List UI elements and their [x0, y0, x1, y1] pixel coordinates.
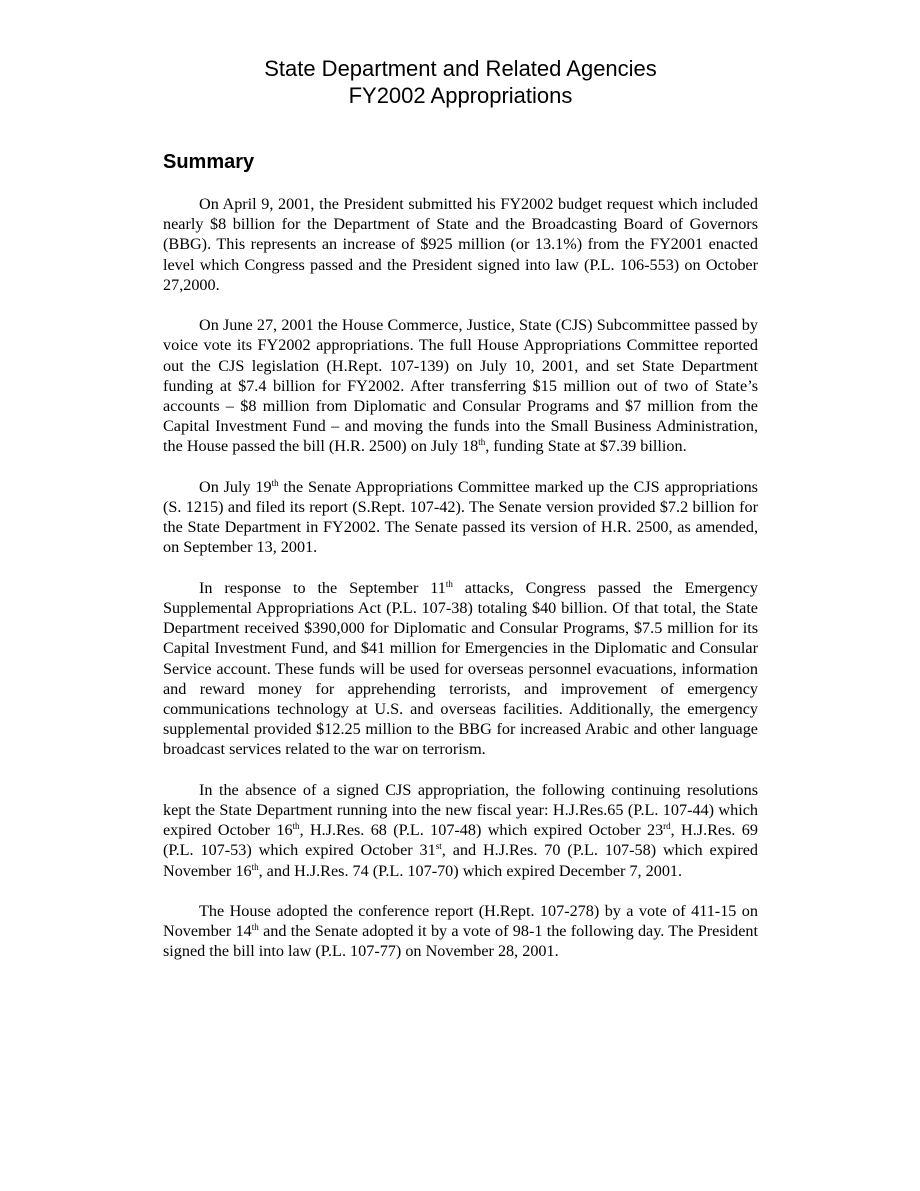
paragraph — [163, 194, 758, 295]
document-body — [163, 194, 758, 982]
paragraph-text: and the Senate adopted it by a vote of 98-1 the following day. The President signed the bill into law (P.L. 107-77) on November 28, 2001. — [163, 922, 758, 961]
paragraph-text: On April 9, 2001, the President submitted his FY2002 budget request which included nearly $8 billion for the Department of State and the Broadcasting Board of Governors (BBG). This represents an increase of $925 million (or 13.1%) from the FY2001 enacted level which Congress passed and the President signed into law (P.L. 106-553) on October 27,2000. — [163, 195, 758, 294]
paragraph-text: , funding State at $7.39 billion. — [485, 437, 687, 456]
paragraph — [163, 780, 758, 881]
ordinal-suffix: th — [292, 821, 300, 832]
paragraph-text: the Senate Appropriations Committee marked up the CJS appropriations (S. 1215) and filed its report (S.Rept. 107-42). The Senate version provided $7.2 billion for the State Department in FY2002. The Senate passed its version of H.R. 2500, as amended, on September 13, 2001. — [163, 477, 758, 557]
paragraph-text: , H.J.Res. 68 (P.L. 107-48) which expired October 23 — [299, 821, 664, 840]
paragraph-text: In the absence of a signed CJS appropriation, the following continuing resolutions kept the State Department running into the new fiscal year: H.J.Res.65 (P.L. 107-44) which expired October 16 — [163, 780, 758, 840]
section-heading: Summary — [163, 151, 255, 173]
paragraph-text: , H.J.Res. 69 (P.L. 107-53) which expired October 31 — [163, 821, 758, 860]
paragraph — [163, 477, 758, 558]
title-line-1: State Department and Related Agencies — [264, 56, 657, 81]
paragraph-text: , and H.J.Res. 74 (P.L. 107-70) which expired December 7, 2001. — [258, 861, 683, 880]
paragraph — [163, 578, 758, 760]
document-title — [163, 55, 758, 109]
ordinal-suffix: th — [478, 437, 486, 448]
paragraph-text: On June 27, 2001 the House Commerce, Justice, State (CJS) Subcommittee passed by voice vote its FY2002 appropriations. The full House Appropriations Committee reported out the CJS legislation (H.Rept. 107-139) on July 10, 2001, and set State Department funding at $7.4 billion for FY2002. After transferring $15 million out of two of State’s accounts – $8 million from Diplomatic and Consular Programs and $7 million from the Capital Investment Fund – and moving the funds into the Small Business Administration, the House passed the bill (H.R. 2500) on July 18 — [163, 316, 758, 456]
title-line-2: FY2002 Appropriations — [348, 83, 573, 108]
paragraph-text: On July 19 — [199, 477, 272, 496]
paragraph — [163, 901, 758, 962]
paragraph-text: In response to the September 11 — [199, 578, 446, 597]
ordinal-suffix: th — [251, 861, 259, 872]
ordinal-suffix: th — [271, 477, 279, 488]
ordinal-suffix: th — [251, 922, 259, 933]
paragraph — [163, 315, 758, 456]
ordinal-suffix: rd — [663, 821, 671, 832]
paragraph-text: , and H.J.Res. 70 (P.L. 107-58) which expired November 16 — [163, 841, 758, 880]
ordinal-suffix: st — [435, 841, 442, 852]
paragraph-text: attacks, Congress passed the Emergency Supplemental Appropriations Act (P.L. 107-38) totaling $40 billion. Of that total, the State Department received $390,000 for Diplomatic and Consular Programs, $7.5 million for its Capital Investment Fund, and $41 million for Emergencies in the Diplomatic and Consular Service account. These funds will be used for overseas personnel evacuations, information and reward money for apprehending terrorists, and improvement of emergency communications technology at U.S. and overseas facilities. Additionally, the emergency supplemental provided $12.25 million to the BBG for increased Arabic and other language broadcast services related to the war on terrorism. — [163, 578, 758, 759]
ordinal-suffix: th — [445, 578, 453, 589]
paragraph-text: The House adopted the conference report (H.Rept. 107-278) by a vote of 411-15 on November 14 — [163, 902, 758, 941]
